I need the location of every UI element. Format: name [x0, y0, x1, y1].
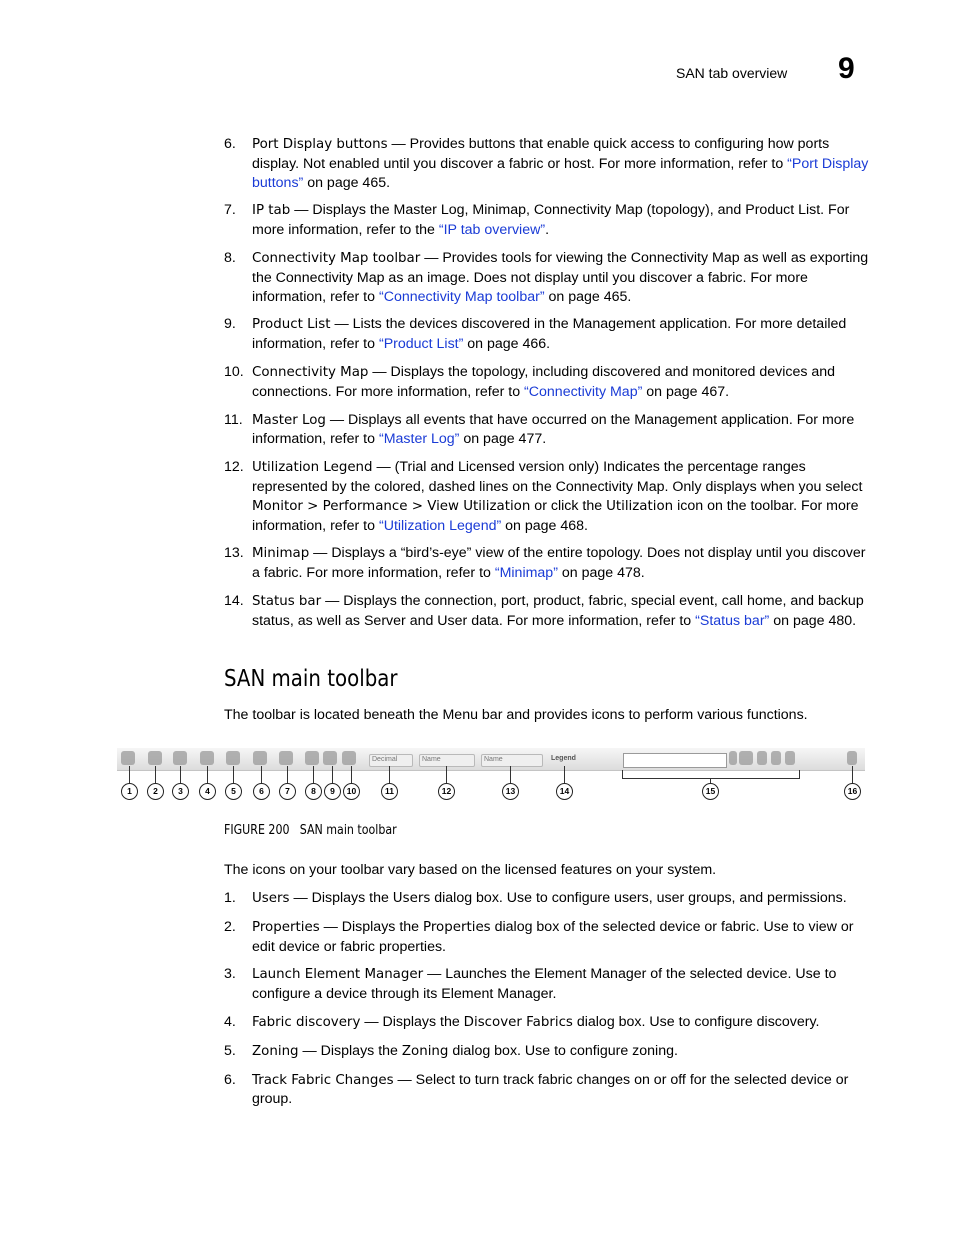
port-label-combo: [369, 754, 413, 767]
port-name-combo: [481, 754, 543, 767]
utilization-icon: [342, 751, 356, 765]
cross-reference-link[interactable]: “Minimap”: [494, 565, 558, 582]
cross-reference-link[interactable]: “Master Log”: [378, 431, 460, 448]
figure-caption-text: SAN main toolbar: [299, 823, 397, 838]
arrow-up-icon: [771, 751, 781, 765]
item-separator: —: [387, 136, 410, 152]
item-text-after: on page 467.: [642, 383, 730, 400]
item-term: Users: [252, 891, 290, 906]
item-text-after: .: [545, 222, 550, 239]
track-changes-icon: [253, 751, 267, 765]
description-list-bottom: [224, 889, 869, 1118]
fabric-discovery-icon: [200, 751, 214, 765]
item-text-after: on page 480.: [769, 612, 857, 629]
callout-number: 2: [147, 783, 164, 800]
callout-number: 15: [702, 783, 719, 800]
item-term: Utilization Legend: [252, 460, 373, 476]
item-number: 14.: [224, 592, 244, 609]
callout-leader-line: [287, 766, 288, 783]
item-term: Status bar: [252, 593, 322, 609]
item-term: Connectivity Map: [252, 364, 369, 380]
list-item: [224, 458, 869, 535]
list-item: [224, 201, 869, 240]
list-item: [224, 363, 869, 402]
figure-label: FIGURE 200: [224, 823, 290, 838]
element-manager-icon: [173, 751, 187, 765]
item-separator: —: [290, 202, 313, 219]
item-text: Displays the Master Log, Minimap, Connectivity Map (topology), and Product List. For more information, refer to the: [252, 202, 850, 239]
callout-leader-line: [510, 766, 511, 783]
properties-icon: [148, 751, 162, 765]
item-text: Displays the topology, including discovered and monitored devices and connections. For more information, refer to: [252, 363, 836, 400]
callout-number: 16: [844, 783, 861, 800]
item-term: Minimap: [252, 546, 310, 562]
icon-name: Utilization: [606, 498, 674, 514]
item-text: Displays the: [382, 1013, 464, 1030]
callout-leader-line: [180, 766, 181, 783]
search-options-icon: [729, 751, 737, 765]
callout-number: 11: [381, 783, 398, 800]
list-item: [224, 918, 869, 957]
zoning-icon: [226, 751, 240, 765]
callout-number: 1: [121, 783, 138, 800]
item-number: 5.: [224, 1042, 236, 1059]
cross-reference-link[interactable]: “Connectivity Map”: [524, 383, 643, 400]
item-text-after: on page 478.: [557, 565, 645, 582]
item-term: Launch Element Manager: [252, 967, 424, 983]
callout-number: 4: [199, 783, 216, 800]
item-text: (Trial and Licensed version only) Indicates the percentage ranges represented by the colored, dashed lines on the Connectivity Map. Only displays when you select: [252, 459, 863, 495]
item-separator: —: [289, 890, 312, 906]
item-separator: —: [360, 1013, 383, 1030]
item-text: or click the: [530, 497, 607, 514]
item-term: Fabric discovery: [252, 1014, 361, 1030]
users-icon: [121, 751, 135, 765]
item-number: 11.: [224, 411, 243, 428]
callout-leader-line: [129, 766, 130, 783]
description-list-top: [224, 135, 869, 640]
callout-leader-line: [332, 766, 333, 783]
list-item: [224, 315, 869, 354]
callout-number: 10: [343, 783, 360, 800]
list-item: [224, 965, 869, 1004]
callout-number: 14: [556, 783, 573, 800]
item-number: 2.: [224, 918, 236, 935]
search-type-icon: [757, 751, 767, 765]
item-term: Product List: [252, 317, 331, 333]
toolbar-figure: [117, 746, 867, 804]
item-term: Track Fabric Changes: [252, 1072, 394, 1088]
list-item: [224, 1071, 869, 1110]
item-text: Select to turn track fabric changes on or off for the selected device or group.: [252, 1071, 849, 1108]
item-text: Displays a “bird’s-eye” view of the entire topology. Does not display until you discover a fabric. For more information, refer to: [252, 545, 866, 582]
item-number: 9.: [224, 316, 236, 333]
callout-leader-line: [351, 766, 352, 783]
toolbar-strip: [117, 748, 865, 771]
item-term: Connectivity Map toolbar: [252, 250, 421, 266]
cross-reference-link[interactable]: “Status bar”: [695, 612, 770, 629]
find-icon: [739, 751, 753, 765]
item-text: dialog box. Use to configure users, user groups, and permissions.: [430, 890, 847, 906]
menu-path: Monitor > Performance > View Utilization: [252, 498, 531, 514]
refresh-icon: [323, 751, 337, 765]
page-header-chapter-number: 9: [838, 52, 855, 85]
page-header-section: SAN tab overview: [676, 65, 788, 81]
callout-number: 12: [438, 783, 455, 800]
list-item: [224, 135, 869, 192]
item-separator: —: [423, 966, 446, 983]
item-number: 10.: [224, 363, 244, 380]
arrow-down-icon: [785, 751, 795, 765]
item-number: 6.: [224, 136, 236, 152]
callout-leader-line: [564, 766, 565, 783]
callout-leader-line: [389, 766, 390, 783]
section-heading: SAN main toolbar: [224, 666, 398, 692]
item-text-after: on page 465.: [544, 288, 632, 305]
item-number: 6.: [224, 1071, 236, 1088]
item-text-after: on page 465.: [303, 174, 391, 191]
callout-number: 13: [502, 783, 519, 800]
cross-reference-link[interactable]: “Connectivity Map toolbar”: [378, 288, 545, 305]
item-text: Provides buttons that enable quick access to configuring how ports display. Not enabled until you discover a fabric or host. For more information, refer to: [252, 136, 830, 172]
item-separator: —: [319, 918, 342, 935]
intro-paragraph: The toolbar is located beneath the Menu bar and provides icons to perform various functions.: [224, 707, 808, 723]
item-text: dialog box. Use to configure discovery.: [572, 1013, 820, 1030]
port-name-combo-text: Name: [484, 756, 503, 763]
item-text: Lists the devices discovered in the Management application. For more detailed information, refer to: [252, 316, 847, 353]
callout-leader-line: [207, 766, 208, 783]
flask-icon: [279, 751, 293, 765]
item-separator: —: [298, 1042, 321, 1059]
item-separator: —: [393, 1071, 416, 1088]
item-text: Displays the: [341, 918, 423, 935]
item-number: 4.: [224, 1013, 236, 1030]
dialog-name: Users: [392, 891, 431, 906]
item-separator: —: [368, 363, 391, 380]
dialog-name: Zoning: [401, 1043, 449, 1059]
legend-label: Legend: [551, 755, 576, 762]
item-separator: —: [372, 459, 395, 476]
callout-bracket: [622, 770, 800, 779]
item-text: Launches the Element Manager of the selected device. Use to configure a device through its Element Manager.: [252, 966, 837, 1003]
item-text: Displays the connection, port, product, fabric, special event, call home, and backup status, as well as Server and User data. For more information, refer to: [252, 592, 864, 629]
cross-reference-link[interactable]: “Port Display buttons”: [252, 155, 869, 191]
port-label-combo-text: Decimal: [372, 756, 398, 763]
search-field: [623, 753, 727, 768]
list-item: [224, 249, 869, 306]
list-item: [224, 411, 869, 450]
product-label-combo: [419, 754, 475, 767]
callout-leader-line: [852, 766, 853, 783]
item-number: 8.: [224, 249, 236, 266]
callout-number: 6: [253, 783, 270, 800]
figure-caption: [224, 823, 397, 838]
item-separator: —: [309, 545, 332, 562]
item-term: Master Log: [252, 412, 326, 428]
callout-number: 7: [279, 783, 296, 800]
callout-number: 3: [172, 783, 189, 800]
item-number: 7.: [224, 202, 236, 219]
item-term: Port Display buttons: [252, 137, 388, 152]
item-separator: —: [420, 249, 443, 266]
callout-leader-line: [446, 766, 447, 783]
dialog-name: Properties: [422, 919, 491, 935]
item-text: dialog box of the selected device or fabric. Use to view or edit device or fabric properties.: [252, 918, 854, 955]
item-number: 3.: [224, 966, 236, 983]
dialog-name: Discover Fabrics: [463, 1014, 573, 1030]
list-item: [224, 889, 869, 909]
callout-number: 8: [305, 783, 322, 800]
item-text: Displays all events that have occurred on the Management application. For more information, refer to: [252, 411, 855, 448]
list-item: [224, 1013, 869, 1033]
note-paragraph: The icons on your toolbar vary based on the licensed features on your system.: [224, 862, 717, 878]
item-separator: —: [325, 411, 348, 428]
callout-leader-line: [261, 766, 262, 783]
cross-reference-link[interactable]: “Product List”: [378, 336, 464, 353]
item-number: 12.: [224, 459, 244, 476]
item-text: Displays the: [311, 890, 393, 906]
list-item: [224, 592, 869, 631]
cross-reference-link[interactable]: “IP tab overview”: [438, 222, 546, 239]
callout-leader-line: [155, 766, 156, 783]
item-text: dialog box. Use to configure zoning.: [448, 1042, 678, 1059]
product-label-combo-text: Name: [422, 756, 441, 763]
list-item: [224, 544, 869, 583]
copy-icon: [305, 751, 319, 765]
item-term: Zoning: [252, 1043, 299, 1059]
callout-number: 5: [225, 783, 242, 800]
item-number: 1.: [224, 890, 236, 906]
item-text-after: on page 477.: [459, 431, 547, 448]
cross-reference-link[interactable]: “Utilization Legend”: [378, 517, 502, 534]
item-text: Displays the: [320, 1042, 402, 1059]
item-text: Provides tools for viewing the Connectivity Map as well as exporting the Connectivity Map as an image. Does not display until you discover a fabric. For more information, refer to: [252, 249, 869, 305]
item-text-after: on page 468.: [501, 517, 588, 534]
help-icon: [847, 751, 857, 765]
callout-number: 9: [324, 783, 341, 800]
item-term: Properties: [252, 919, 320, 935]
item-text: icon on the toolbar. For more information, refer to: [252, 497, 859, 534]
item-separator: —: [321, 592, 344, 609]
item-separator: —: [330, 316, 353, 333]
item-text-after: on page 466.: [463, 336, 551, 353]
callout-leader-line: [233, 766, 234, 783]
item-number: 13.: [224, 545, 244, 562]
list-item: [224, 1042, 869, 1062]
callout-leader-line: [313, 766, 314, 783]
item-term: IP tab: [252, 203, 291, 219]
